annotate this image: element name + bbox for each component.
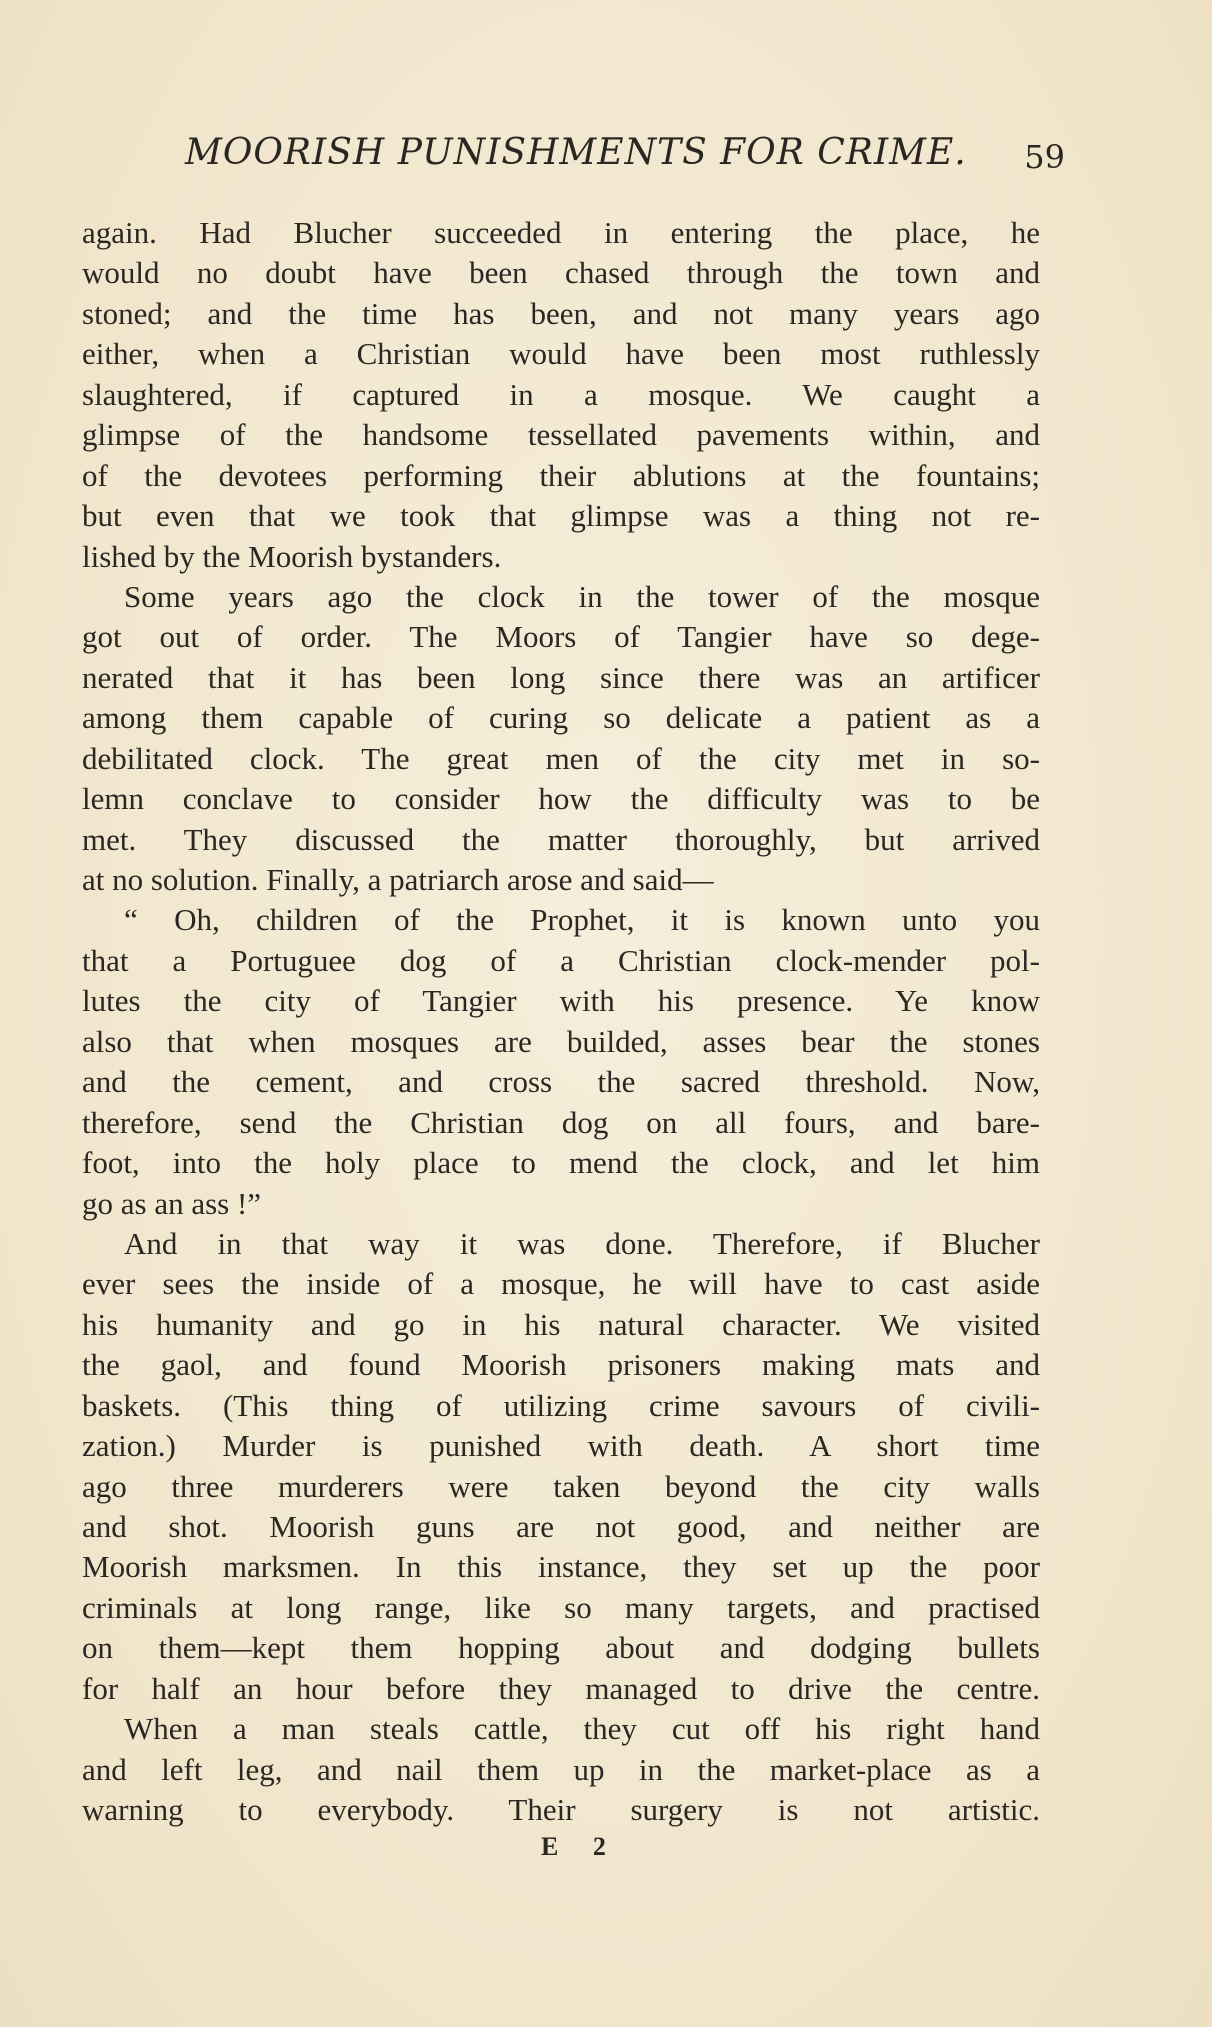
text-line: nerated that it has been long since there was an artificer bbox=[82, 659, 1040, 695]
text-line: his humanity and go in his natural character. We visited bbox=[82, 1306, 1040, 1342]
text-line: at no solution. Finally, a patriarch arose and said— bbox=[82, 862, 714, 897]
text-line: warning to everybody. Their surgery is not artistic. bbox=[82, 1792, 1040, 1828]
text-line: either, when a Christian would have been most ruthlessly bbox=[82, 336, 1040, 372]
text-line: on them—kept them hopping about and dodging bullets bbox=[82, 1630, 1040, 1666]
text-line: would no doubt have been chased through the town and bbox=[82, 255, 1040, 291]
text-line: also that when mosques are builded, asses bear the stones bbox=[82, 1023, 1040, 1059]
text-line: zation.) Murder is punished with death. A short time bbox=[82, 1428, 1040, 1464]
text-line: the gaol, and found Moorish prisoners making mats and bbox=[82, 1347, 1040, 1383]
text-line: therefore, send the Christian dog on all fours, and bare- bbox=[82, 1104, 1040, 1140]
text-line: but even that we took that glimpse was a thing not re- bbox=[82, 498, 1040, 534]
text-line: foot, into the holy place to mend the clock, and let him bbox=[82, 1145, 1040, 1181]
text-line: “ Oh, children of the Prophet, it is known unto you bbox=[124, 902, 1040, 938]
text-line: And in that way it was done. Therefore, if Blucher bbox=[124, 1225, 1040, 1261]
text-line: debilitated clock. The great men of the city met in so- bbox=[82, 740, 1040, 776]
text-line: and left leg, and nail them up in the market-place as a bbox=[82, 1751, 1040, 1787]
text-line: criminals at long range, like so many targets, and practised bbox=[82, 1589, 1040, 1625]
text-line: lutes the city of Tangier with his presence. Ye know bbox=[82, 983, 1040, 1019]
text-line: lemn conclave to consider how the difficulty was to be bbox=[82, 781, 1040, 817]
text-line: and shot. Moorish guns are not good, and neither are bbox=[82, 1509, 1040, 1544]
text-line: lished by the Moorish bystanders. bbox=[82, 538, 502, 574]
text-line: that a Portuguee dog of a Christian clock-mender pol- bbox=[82, 942, 1040, 978]
text-line: When a man steals cattle, they cut off his right hand bbox=[124, 1711, 1040, 1747]
text-line: Some years ago the clock in the tower of the mosque bbox=[124, 578, 1040, 614]
text-line: for half an hour before they managed to drive the centre. bbox=[82, 1670, 1040, 1706]
text-line: Moorish marksmen. In this instance, they set up the poor bbox=[82, 1549, 1040, 1585]
signature-mark: E 2 bbox=[541, 1832, 620, 1861]
text-line: of the devotees performing their ablutions at the fountains; bbox=[82, 457, 1040, 493]
page-number: 59 bbox=[1024, 138, 1065, 176]
running-head: MOORISH PUNISHMENTS FOR CRIME. bbox=[185, 132, 967, 173]
text-line: ever sees the inside of a mosque, he will have to cast aside bbox=[82, 1266, 1040, 1302]
text-line: slaughtered, if captured in a mosque. We caught a bbox=[82, 376, 1040, 412]
text-line: glimpse of the handsome tessellated pavements within, and bbox=[82, 417, 1040, 453]
body-text bbox=[82, 213, 1040, 1831]
text-line: stoned; and the time has been, and not many years ago bbox=[82, 295, 1040, 331]
text-line: and the cement, and cross the sacred threshold. Now, bbox=[82, 1064, 1040, 1100]
text-line: got out of order. The Moors of Tangier have so dege- bbox=[82, 619, 1040, 655]
text-line: met. They discussed the matter thoroughly, but arrived bbox=[82, 821, 1040, 857]
text-line: baskets. (This thing of utilizing crime savours of civili- bbox=[82, 1387, 1040, 1423]
text-line: go as an ass !” bbox=[82, 1185, 262, 1221]
text-line: again. Had Blucher succeeded in entering the place, he bbox=[82, 215, 1040, 250]
text-line: among them capable of curing so delicate a patient as a bbox=[82, 700, 1040, 736]
text-line: ago three murderers were taken beyond the city walls bbox=[82, 1468, 1040, 1504]
page-header bbox=[185, 132, 1065, 182]
